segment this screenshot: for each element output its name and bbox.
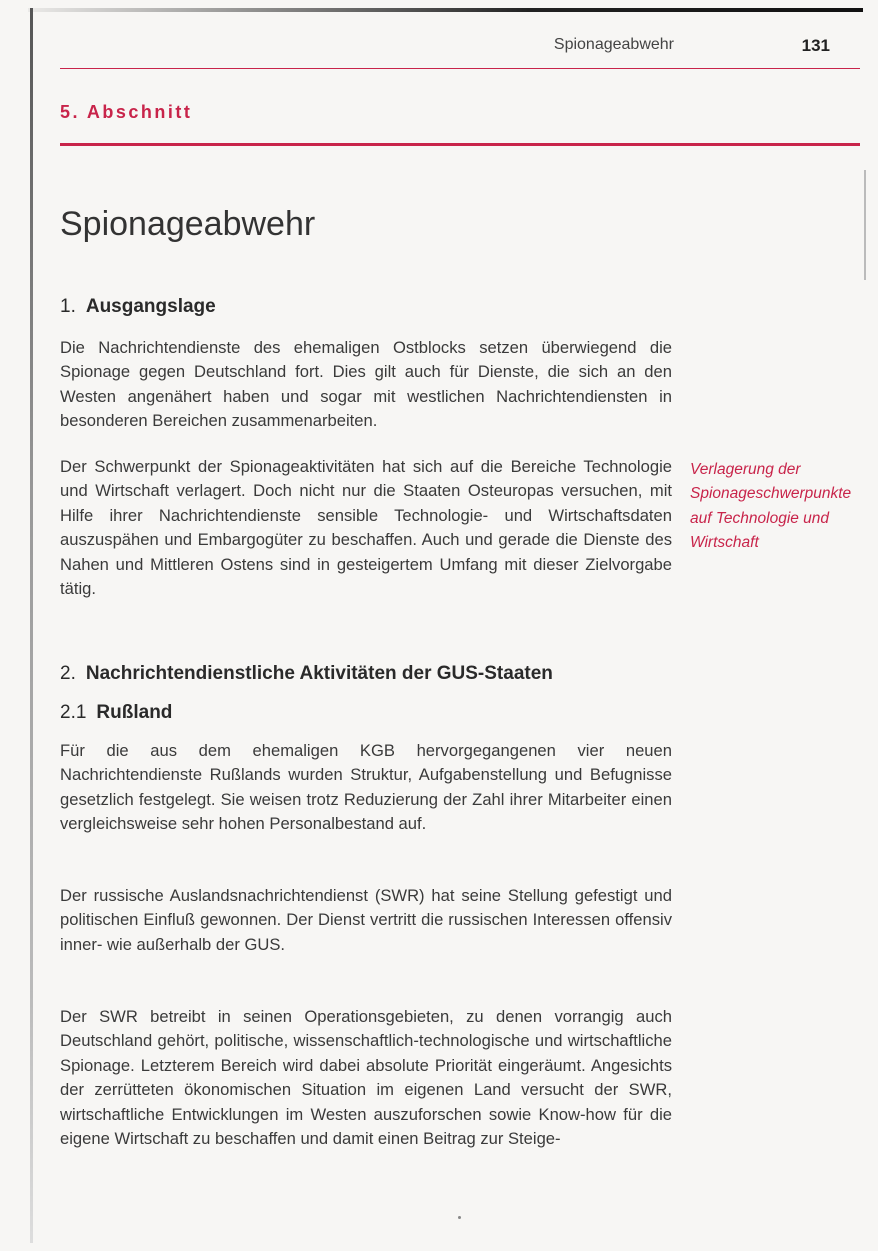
heading-number: 1. bbox=[60, 296, 76, 317]
section-label: 5. Abschnitt bbox=[60, 102, 193, 122]
heading-ausgangslage bbox=[60, 296, 216, 318]
heading-text: Ausgangslage bbox=[85, 296, 216, 317]
margin-note: Verlagerung der Spionageschwerpunkte auf Technologie und Wirtschaft bbox=[690, 461, 852, 552]
heading-number: 2. bbox=[60, 663, 76, 684]
heading-text: Rußland bbox=[96, 702, 173, 723]
paragraph-russland-1: Für die aus dem ehemaligen KGB hervorgegangenen vier neuen Nachrichtendienste Rußlands wurden Struktur, Aufgabenstellung und Befugnisse gesetzlich festgelegt. Sie weisen trotz Reduzierung der Zahl ihrer Mitarbeiter einen vergleichsweise sehr hohen Personalbestand auf. bbox=[60, 741, 672, 834]
page-number: 131 bbox=[801, 36, 830, 55]
heading-number: 2.1 bbox=[60, 702, 87, 723]
paragraph-russland-3: Der SWR betreibt in seinen Operationsgebieten, zu denen vorrangig auch Deutschland gehört, politische, wissenschaftlich-technologische und wirtschaftliche Spionage. Letzterem Bereich wird dabei absolute Priorität eingeräumt. Angesichts der zerrütteten ökonomischen Situation im eigenen Land versucht der SWR, wirtschaftliche Entwicklungen im Westen auszuforschen sowie Know-how für die eigene Wirtschaft zu beschaffen und damit einen Beitrag zur Steige- bbox=[60, 1007, 672, 1149]
running-header bbox=[60, 30, 860, 69]
paragraph-ausgangslage-2: Der Schwerpunkt der Spionageaktivitäten hat sich auf die Bereiche Technologie und Wirtschaft verlagert. Doch nicht nur die Staaten Osteuropas versuchen, mit Hilfe ihrer Nachrichtendienste sensible Technologie- und Wirtschaftsdaten auszuspähen und Embargogüter zu beschaffen. Auch und gerade die Dienste des Nahen und Mittleren Ostens sind in gesteigertem Umfang mit dieser Zielvorgabe tätig. bbox=[60, 457, 672, 599]
scan-right-shadow bbox=[864, 170, 866, 280]
running-title: Spionageabwehr bbox=[553, 36, 674, 53]
scan-binding-edge bbox=[30, 8, 33, 1243]
chapter-title: Spionageabwehr bbox=[60, 205, 316, 243]
section-divider bbox=[60, 143, 860, 146]
scan-top-edge bbox=[28, 8, 863, 12]
paragraph-russland-2: Der russische Auslandsnachrichtendienst (SWR) hat seine Stellung gefestigt und politischen Einfluß gewonnen. Der Dienst vertritt die russischen Interessen offensiv inner- wie außerhalb der GUS. bbox=[60, 886, 672, 954]
paragraph-ausgangslage-1: Die Nachrichtendienste des ehemaligen Ostblocks setzen überwiegend die Spionage gegen Deutschland fort. Dies gilt auch für Dienste, die sich an den Westen angenähert haben und sogar mit westlichen Nachrichtendiensten in besonderen Bereichen zusammenarbeiten. bbox=[60, 338, 672, 431]
scan-speck bbox=[458, 1216, 461, 1219]
heading-text: Nachrichtendienstliche Aktivitäten der GUS-Staaten bbox=[85, 663, 553, 684]
heading-gus-staaten bbox=[60, 663, 553, 685]
heading-russland bbox=[60, 702, 172, 724]
